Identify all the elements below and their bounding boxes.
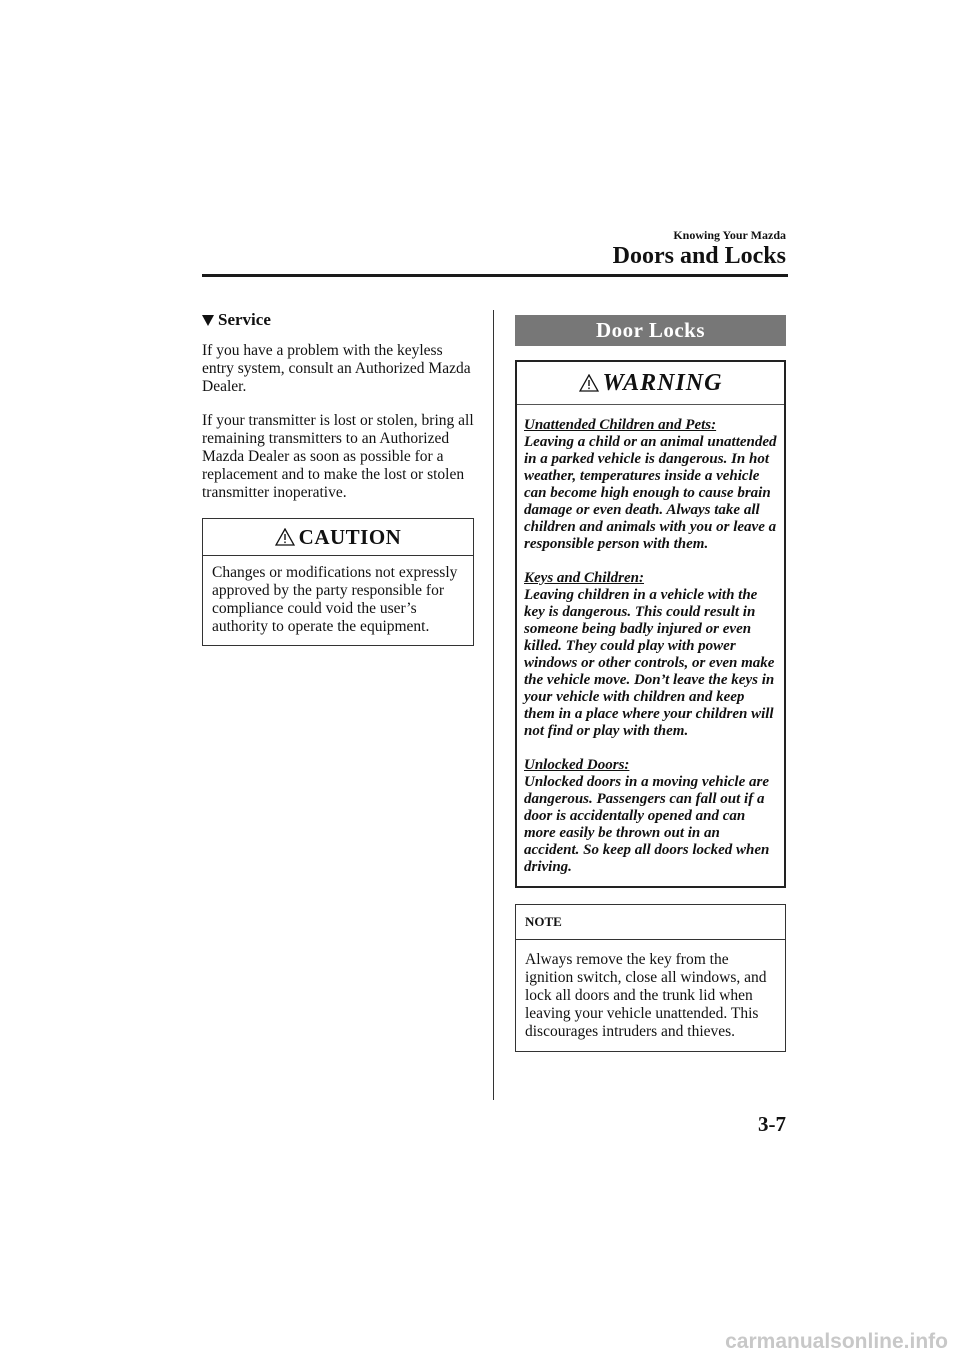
warning-title: WARNING <box>602 369 723 396</box>
warning-block-keys-children <box>524 570 777 740</box>
caution-title: CAUTION <box>298 524 402 549</box>
caution-header <box>203 519 473 556</box>
column-divider <box>493 310 494 1100</box>
warning-block-children-pets <box>524 417 777 553</box>
note-box <box>515 904 786 1052</box>
page-number: 3-7 <box>758 1112 786 1136</box>
chapter-title: Knowing Your Mazda <box>673 228 786 242</box>
right-column <box>515 315 786 1052</box>
note-text: Always remove the key from the ignition switch, close all windows, and lock all doors and the trunk lid when leaving your vehicle unattended. This discourages intruders and thieves. <box>525 951 767 1040</box>
warning-box <box>515 360 786 888</box>
page-title: Doors and Locks <box>612 243 786 269</box>
warning-subtitle: Unattended Children and Pets: <box>524 417 717 433</box>
warning-block-unlocked-doors <box>524 757 777 876</box>
service-heading-text: Service <box>218 310 271 329</box>
caution-text: Changes or modifications not expressly approved by the party responsible for compliance could void the user’s authority to operate the equipment. <box>212 564 458 635</box>
warning-triangle-icon <box>579 374 599 392</box>
triangle-down-icon <box>202 315 214 326</box>
header-rule <box>202 274 788 277</box>
service-heading <box>202 310 474 330</box>
caution-box <box>202 518 474 646</box>
door-locks-banner: Door Locks <box>515 315 786 346</box>
warning-subtitle: Unlocked Doors: <box>524 757 630 773</box>
warning-text: Unlocked doors in a moving vehicle are dangerous. Passengers can fall out if a door is accidentally opened and can more easily be thrown out in an accident. So keep all doors locked when driving. <box>524 774 770 875</box>
service-paragraph-2: If your transmitter is lost or stolen, bring all remaining transmitters to an Authorized Mazda Dealer as soon as possible for a replacement and to make the lost or stolen transmitter inoperative. <box>202 412 474 501</box>
warning-triangle-icon <box>275 528 295 546</box>
warning-text: Leaving a child or an animal unattended in a parked vehicle is dangerous. In hot weather, temperatures inside a vehicle can become high enough to cause brain damage or even death. Always take all children and animals with you or leave a responsible person with them. <box>524 434 777 552</box>
warning-text: Leaving children in a vehicle with the key is dangerous. This could result in someone being badly injured or even killed. They could play with power windows or other controls, or even make the vehicle move. Don’t leave the keys in your vehicle with children and keep them in a place where your children will not find or play with them. <box>524 587 775 739</box>
warning-subtitle: Keys and Children: <box>524 570 645 586</box>
watermark: carmanualsonline.info <box>725 1330 948 1353</box>
left-column <box>202 310 474 646</box>
warning-body <box>517 405 784 886</box>
warning-header <box>517 362 784 405</box>
service-paragraph-1: If you have a problem with the keyless entry system, consult an Authorized Mazda Dealer. <box>202 342 471 395</box>
note-title: NOTE <box>516 905 785 940</box>
